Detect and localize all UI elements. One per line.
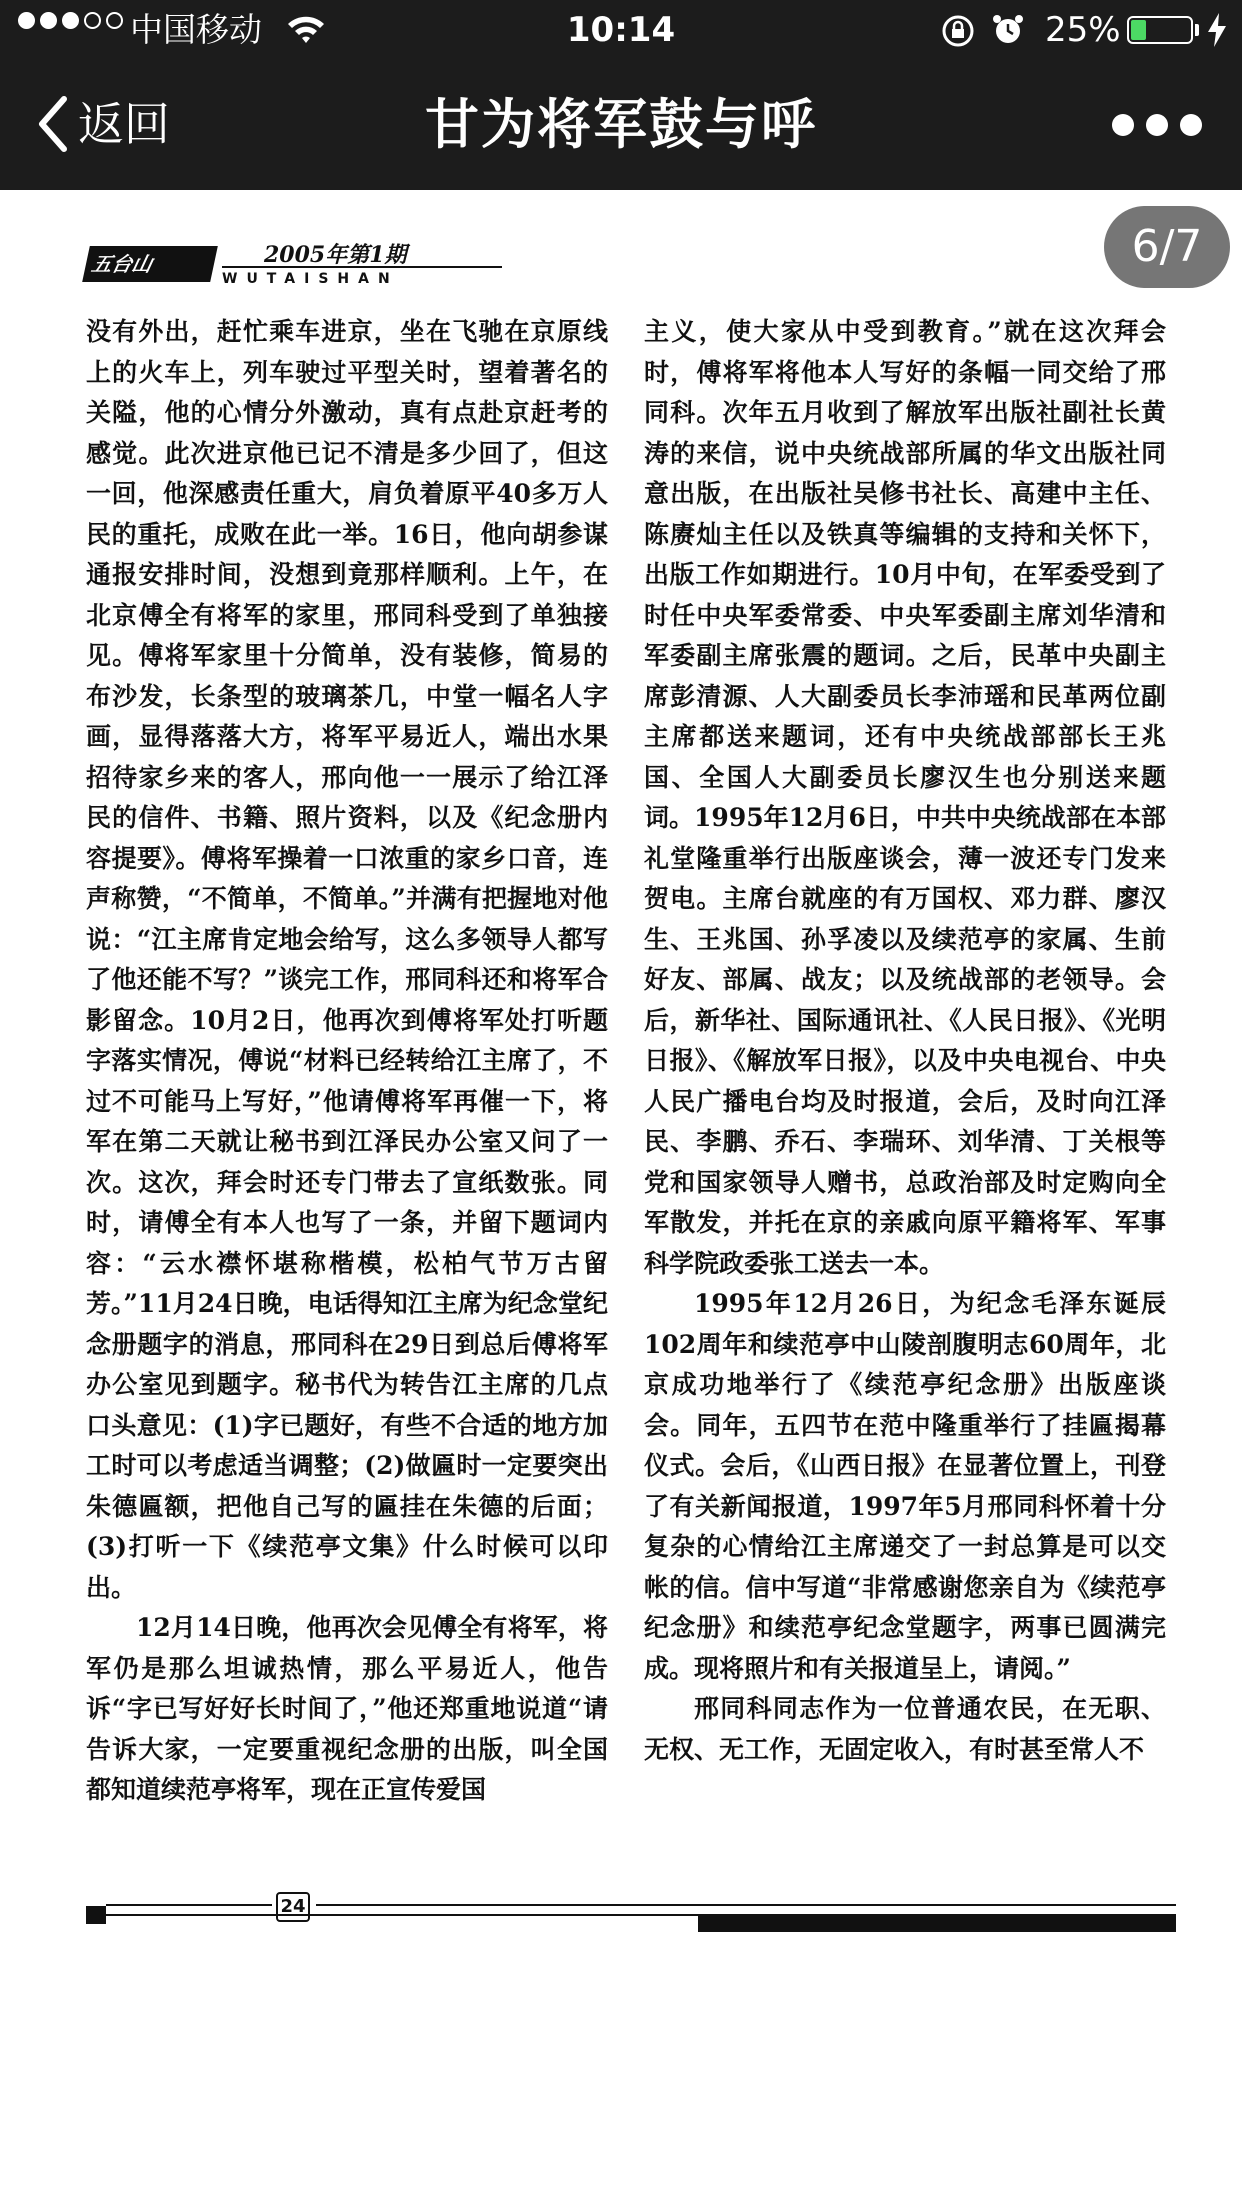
rotation-lock-icon xyxy=(940,13,976,49)
more-dots-icon xyxy=(1112,114,1134,136)
masthead-logo: 五台山 xyxy=(82,246,218,282)
alarm-icon xyxy=(990,12,1026,48)
back-button[interactable] xyxy=(36,92,170,156)
paragraph: 邢同科同志作为一位普通农民，在无职、无权、无工作，无固定收入，有时甚至常人不 xyxy=(644,1694,1166,1764)
battery-percent: 25% xyxy=(1045,10,1121,50)
status-bar xyxy=(0,0,1242,62)
chevron-left-icon xyxy=(36,95,70,153)
navigation-bar xyxy=(0,62,1242,190)
text-column-right xyxy=(644,312,1166,1770)
scanned-page[interactable] xyxy=(84,236,1176,1932)
more-options-button[interactable] xyxy=(1112,110,1202,140)
battery-icon xyxy=(1127,16,1193,44)
masthead-issue: 2005年第1期 xyxy=(264,242,407,268)
charging-bolt-icon xyxy=(1206,12,1228,48)
battery-tip xyxy=(1195,24,1199,36)
page-footer xyxy=(86,1876,1176,1936)
status-time: 10:14 xyxy=(566,10,676,50)
paragraph: 1995年12月26日，为纪念毛泽东诞辰102周年和续范亭中山陵剖腹明志60周年，北京成功地举行了《续范亭纪念册》出版座谈会。同年，五四节在范中隆重举行了挂匾揭幕仪式。会后，《山西日报》在显著位置上，刊登了有关新闻报道，1997年5月邢同科怀着十分复杂的心情给江主席递交了一封总算是可以交帐的信。信中写道“非常感谢您亲自为《续范亭纪念册》和续范亭纪念堂题字，两事已圆满完成。现将照片和有关报道呈上，请阅。” xyxy=(644,1289,1166,1683)
back-label: 返回 xyxy=(78,97,170,151)
page-number: 24 xyxy=(276,1892,310,1922)
page-indicator: 6/7 xyxy=(1104,206,1230,288)
battery-fill xyxy=(1131,20,1146,40)
paragraph: 主义，使大家从中受到教育。”就在这次拜会时，傅将军将他本人写好的条幅一同交给了邢同科。次年五月收到了解放军出版社副社长黄涛的来信，说中央统战部所属的华文出版社同意出版，在出版社吴修书社长、高建中主任、陈赓灿主任以及铁真等编辑的支持和关怀下，出版工作如期进行。10月中旬，在军委受到了时任中央军委常委、中央军委副主席刘华清和军委副主席张震的题词。之后，民革中央副主席彭清源、人大副委员长李沛瑶和民革两位副主席都送来题词，还有中央统战部部长王兆国、全国人大副委员长廖汉生也分别送来题词。1995年12月6日，中共中央统战部在本部礼堂隆重举行出版座谈会，薄一波还专门发来贺电。主席台就座的有万国权、邓力群、廖汉生、王兆国、孙孚凌以及续范亭的家属、生前好友、部属、战友；以及统战部的老领导。会后，新华社、国际通讯社、《人民日报》、《光明日报》、《解放军日报》，以及中央电视台、中央人民广播电台均及时报道，会后，及时向江泽民、李鹏、乔石、李瑞环、刘华清、丁关根等党和国家领导人赠书，总政治部及时定购向全军散发，并托在京的亲戚向原平籍将军、军事科学院政委张工送去一本。 xyxy=(644,317,1166,1278)
text-column-left xyxy=(86,312,608,1811)
carrier-name: 中国移动 xyxy=(130,10,262,49)
masthead xyxy=(86,236,506,292)
paragraph: 没有外出，赶忙乘车进京，坐在飞驰在京原线上的火车上，列车驶过平型关时，望着著名的关隘，他的心情分外激动，真有点赴京赶考的感觉。此次进京他已记不清是多少回了，但这一回，他深感责任重大，肩负着原平40多万人民的重托，成败在此一举。16日，他向胡参谋通报安排时间，没想到竟那样顺利。上午，在北京傅全有将军的家里，邢同科受到了单独接见。傅将军家里十分简单，没有装修，简易的布沙发，长条型的玻璃茶几，中堂一幅名人字画，显得落落大方，将军平易近人，端出水果招待家乡来的客人，邢向他一一展示了给江泽民的信件、书籍、照片资料，以及《纪念册内容提要》。傅将军操着一口浓重的家乡口音，连声称赞，“不简单，不简单。”并满有把握地对他说：“江主席肯定地会给写，这么多领导人都写了他还能不写？”谈完工作，邢同科还和将军合影留念。10月2日，他再次到傅将军处打听题字落实情况，傅说“材料已经转给江主席了，不过不可能马上写好，”他请傅将军再催一下，将军在第二天就让秘书到江泽民办公室又问了一次。这次，拜会时还专门带去了宣纸数张。同时，请傅全有本人也写了一条，并留下题词内容：“云水襟怀堪称楷模，松柏气节万古留芳。”11月24日晚，电话得知江主席为纪念堂纪念册题字的消息，邢同科在29日到总后傅将军办公室见到题字。秘书代为转告江主席的几点口头意见：(1)字已题好，有些不合适的地方加工时可以考虑适当调整；(2)做匾时一定要突出朱德匾额，把他自己写的匾挂在朱德的后面；(3)打听一下《续范亭文集》什么时候可以印出。 xyxy=(86,317,608,1602)
page-title: 甘为将军鼓与呼 xyxy=(425,93,817,156)
masthead-latin: WUTAISHAN xyxy=(222,271,399,287)
paragraph: 12月14日晚，他再次会见傅全有将军，将军仍是那么坦诚热情，那么平易近人，他告诉“字已写好好长时间了，”他还郑重地说道“请告诉大家，一定要重视纪念册的出版，叫全国都知道续范亭将军，现在正宣传爱国 xyxy=(86,1613,608,1804)
